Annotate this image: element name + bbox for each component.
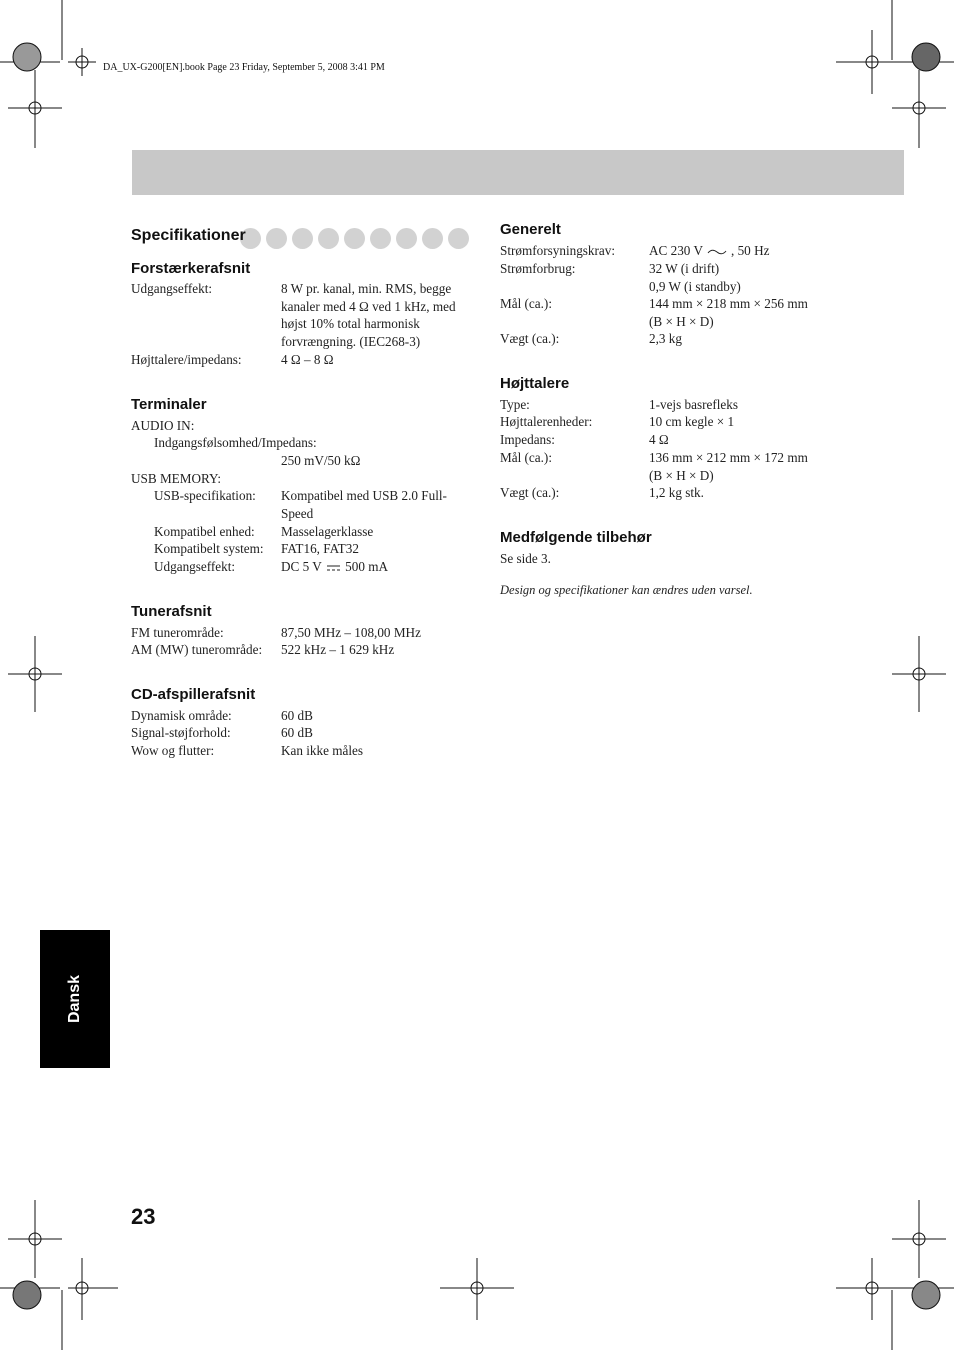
spec-value: 60 dB	[281, 708, 313, 723]
spec-value-part: 500 mA	[345, 559, 389, 574]
spec-value-komp-enhed: Masselagerklasse	[281, 524, 374, 539]
section-heading-tilbehor: Medfølgende tilbehør	[500, 529, 652, 546]
section-heading-cd: CD-afspillerafsnit	[131, 686, 256, 703]
spec-label: Type:	[500, 397, 530, 412]
spec-value-part: AC 230 V	[649, 243, 703, 258]
page-title: Specifikationer	[131, 227, 246, 244]
spec-label: Højttalere/impedans:	[131, 352, 242, 367]
spec-label-komp-system: Kompatibelt system:	[154, 541, 264, 556]
spec-label: Strømforsyningskrav:	[500, 243, 616, 258]
spec-value-komp-system: FAT16, FAT32	[281, 541, 359, 556]
spec-label: Mål (ca.):	[500, 296, 552, 311]
spec-label: Vægt (ca.):	[500, 331, 560, 346]
spec-label: Dynamisk område:	[131, 708, 232, 723]
spec-value-line: (B × H × D)	[649, 467, 714, 483]
spec-label: Mål (ca.):	[500, 450, 552, 465]
spec-subheading-usb-memory: USB MEMORY:	[131, 471, 222, 486]
title-decoration-dots	[240, 228, 469, 249]
language-label: Dansk	[66, 974, 83, 1024]
spec-label-usb-udgang: Udgangseffekt:	[154, 559, 236, 574]
section-heading-forstaerker: Forstærkerafsnit	[131, 260, 251, 277]
spec-value: 522 kHz – 1 629 kHz	[281, 642, 395, 657]
ac-symbol-icon	[707, 248, 727, 256]
spec-value-usb-spec	[281, 487, 481, 522]
spec-subheading-audio-in: AUDIO IN:	[131, 418, 195, 433]
spec-value-part: , 50 Hz	[730, 243, 770, 258]
spec-value-line: 0,9 W (i standby)	[649, 278, 741, 294]
section-heading-tuner: Tunerafsnit	[131, 603, 212, 620]
page-number: 23	[131, 1204, 156, 1229]
spec-value-usb-udgang	[281, 558, 388, 576]
spec-label-indgang: Indgangsfølsomhed/Impedans:	[154, 435, 317, 450]
language-side-tab	[40, 930, 110, 1068]
spec-value-line: Speed	[281, 505, 314, 521]
disclaimer-note: Design og specifikationer kan ændres uden varsel.	[500, 583, 753, 597]
spec-value: 1,2 kg stk.	[649, 485, 704, 500]
section-heading-generelt: Generelt	[500, 221, 561, 238]
spec-label: Signal-støjforhold:	[131, 725, 231, 740]
spec-value-line: 136 mm × 212 mm × 172 mm	[649, 450, 808, 465]
spec-value: 1-vejs basrefleks	[649, 397, 738, 412]
spec-value: 4 Ω	[649, 432, 669, 447]
spec-value	[281, 280, 481, 350]
spec-value-indgang: 250 mV/50 kΩ	[281, 453, 361, 468]
spec-label: Strømforbrug:	[500, 261, 576, 276]
spec-value-tilbehor: Se side 3.	[500, 551, 551, 566]
spec-value-line: 32 W (i drift)	[649, 261, 720, 276]
spec-value-part: DC 5 V	[281, 559, 322, 574]
spec-value-line: kanaler med 4 Ω ved 1 kHz, med	[281, 298, 456, 314]
spec-value-line: højst 10% total harmonisk	[281, 316, 420, 332]
spec-label: Vægt (ca.):	[500, 485, 560, 500]
spec-value: 2,3 kg	[649, 331, 682, 346]
spec-value	[649, 242, 849, 260]
dc-symbol-icon	[327, 565, 340, 571]
spec-value-line: forvrængning. (IEC268-3)	[281, 333, 421, 349]
spec-label: Impedans:	[500, 432, 555, 447]
spec-label: AM (MW) tunerområde:	[131, 642, 263, 657]
spec-value: Kan ikke måles	[281, 743, 364, 758]
spec-value: 4 Ω – 8 Ω	[281, 352, 334, 367]
spec-value: 87,50 MHz – 108,00 MHz	[281, 625, 421, 640]
section-heading-terminaler: Terminaler	[131, 396, 207, 413]
header-band	[132, 150, 904, 195]
spec-value: 10 cm kegle × 1	[649, 414, 735, 429]
spec-label: FM tunerområde:	[131, 625, 224, 640]
spec-value-line: Kompatibel med USB 2.0 Full-	[281, 488, 447, 503]
file-header-line: DA_UX-G200[EN].book Page 23 Friday, September 5, 2008 3:41 PM	[103, 62, 385, 73]
spec-value-line: (B × H × D)	[649, 313, 714, 329]
spec-value-line: 144 mm × 218 mm × 256 mm	[649, 296, 808, 311]
spec-value	[649, 260, 849, 295]
spec-value: 60 dB	[281, 725, 313, 740]
spec-label: Wow og flutter:	[131, 743, 215, 758]
spec-value	[649, 449, 849, 484]
section-heading-hojttalere: Højttalere	[500, 375, 570, 392]
spec-label-usb-spec: USB-specifikation:	[154, 488, 256, 503]
spec-label: Udgangseffekt:	[131, 281, 213, 296]
spec-label: Højttalerenheder:	[500, 414, 593, 429]
spec-value	[649, 295, 849, 330]
spec-value-line: 8 W pr. kanal, min. RMS, begge	[281, 281, 452, 296]
spec-label-komp-enhed: Kompatibel enhed:	[154, 524, 255, 539]
